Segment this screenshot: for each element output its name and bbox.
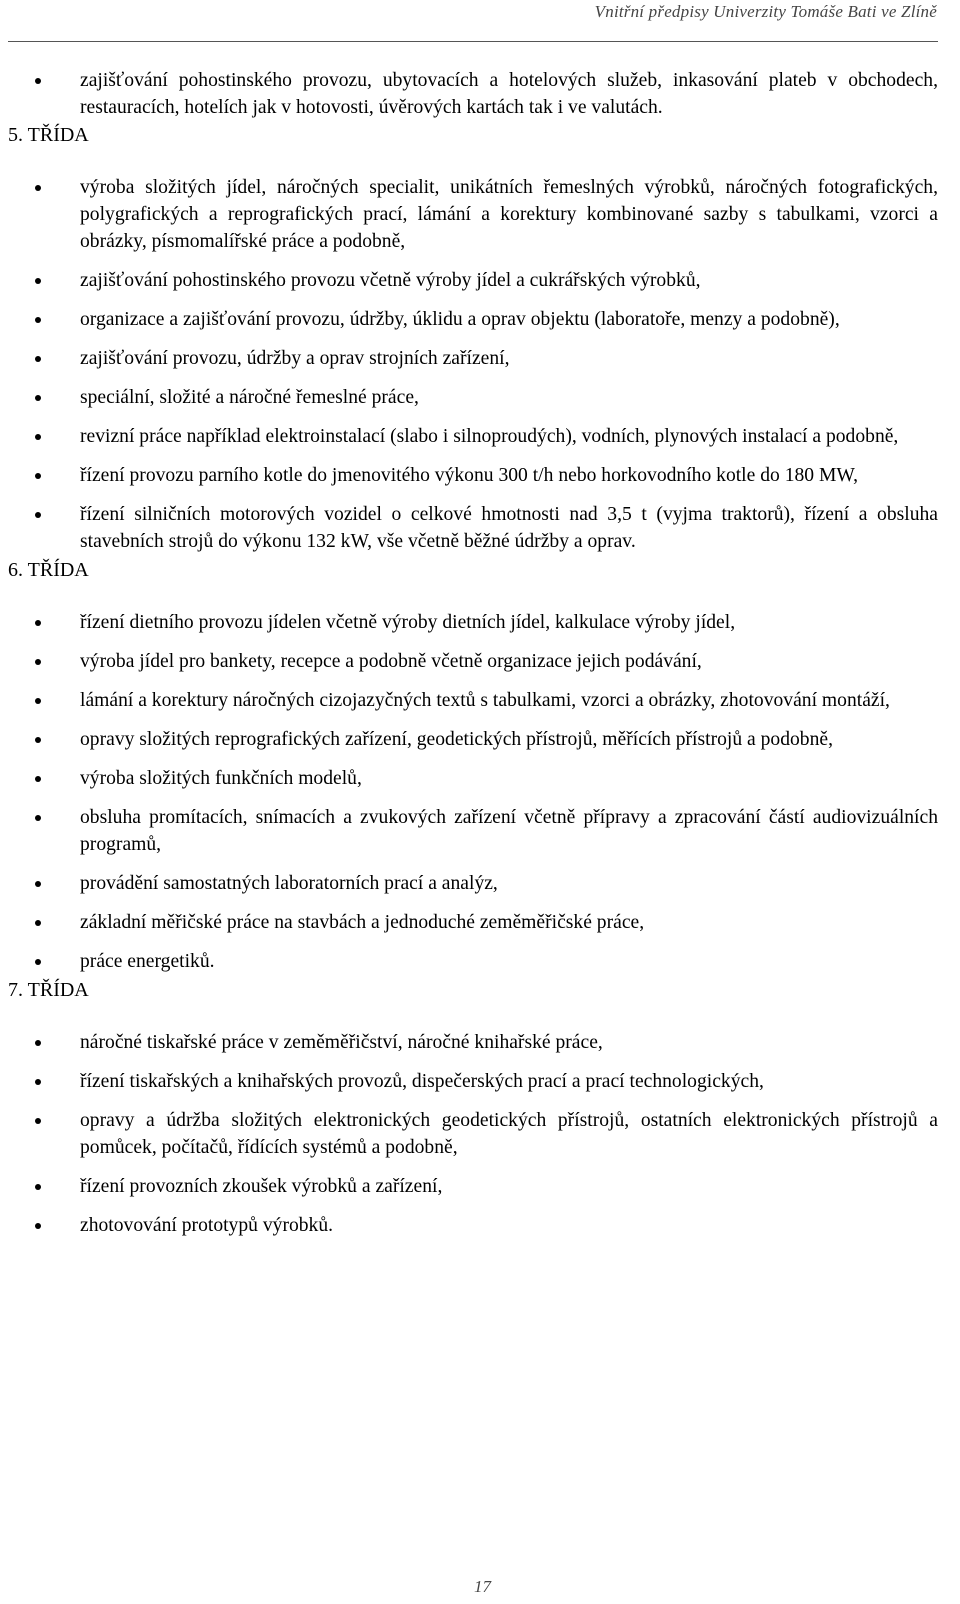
section-heading: 6. TŘÍDA: [8, 559, 89, 581]
page-number: 17: [474, 1577, 491, 1596]
bullet-icon: [35, 920, 41, 926]
bullet-icon: [35, 1223, 41, 1229]
bullet-icon: [35, 737, 41, 743]
list-item: opravy a údržba složitých elektronických geodetických přístrojů, ostatních elektronických přístrojů a pomůcek, počítačů, řídících systémů a podobně,: [8, 1107, 938, 1161]
section-heading: 7. TŘÍDA: [8, 979, 89, 1001]
list-item: řízení tiskařských a knihařských provozů, dispečerských prací a prací technologických,: [8, 1068, 938, 1095]
list-item: základní měřičské práce na stavbách a jednoduché zeměměřičské práce,: [8, 909, 938, 936]
bullet-icon: [35, 815, 41, 821]
bullet-icon: [35, 317, 41, 323]
bullet-icon: [35, 356, 41, 362]
list-item: výroba složitých jídel, náročných specialit, unikátních řemeslných výrobků, náročných fotografických, polygrafických a reprografických prací, lámání a korektury kombinované sazby s tabulkami, vzorci a obrázky, písmomalířské práce a podobně,: [8, 174, 938, 255]
bullet-icon: [35, 776, 41, 782]
section-list: [8, 609, 938, 975]
bullet-icon: [35, 434, 41, 440]
list-item: revizní práce například elektroinstalací (slabo i silnoproudých), vodních, plynových instalací a podobně,: [8, 423, 938, 450]
bullet-icon: [35, 659, 41, 665]
bullet-icon: [35, 395, 41, 401]
list-item: zajišťování provozu, údržby a oprav strojních zařízení,: [8, 345, 938, 372]
bullet-icon: [35, 512, 41, 518]
list-item: řízení silničních motorových vozidel o celkové hmotnosti nad 3,5 t (vyjma traktorů), řízení a obsluha stavebních strojů do výkonu 132 kW, vše včetně běžné údržby a oprav.: [8, 501, 938, 555]
list-item: výroba jídel pro bankety, recepce a podobně včetně organizace jejich podávání,: [8, 648, 938, 675]
bullet-icon: [35, 185, 41, 191]
document-body: [8, 67, 938, 1239]
bullet-icon: [35, 1184, 41, 1190]
list-item: speciální, složité a náročné řemeslné práce,: [8, 384, 938, 411]
header-divider: [8, 41, 938, 42]
bullet-icon: [35, 278, 41, 284]
list-item: obsluha promítacích, snímacích a zvukových zařízení včetně přípravy a zpracování částí audiovizuálních programů,: [8, 804, 938, 858]
section-class-7: [8, 976, 938, 1239]
list-item: řízení dietního provozu jídelen včetně výroby dietních jídel, kalkulace výroby jídel,: [8, 609, 938, 636]
list-item: řízení provozních zkoušek výrobků a zařízení,: [8, 1173, 938, 1200]
bullet-icon: [35, 1118, 41, 1124]
bullet-icon: [35, 473, 41, 479]
list-item: práce energetiků.: [8, 948, 938, 975]
running-header: Vnitřní předpisy Univerzity Tomáše Bati ve Zlíně: [594, 2, 937, 21]
list-item: zajišťování pohostinského provozu včetně výroby jídel a cukrářských výrobků,: [8, 267, 938, 294]
list-item: opravy složitých reprografických zařízení, geodetických přístrojů, měřících přístrojů a podobně,: [8, 726, 938, 753]
section-list: [8, 1029, 938, 1239]
list-item: náročné tiskařské práce v zeměměřičství, náročné knihařské práce,: [8, 1029, 938, 1056]
bullet-icon: [35, 1040, 41, 1046]
list-item: provádění samostatných laboratorních prací a analýz,: [8, 870, 938, 897]
bullet-icon: [35, 1079, 41, 1085]
list-item: výroba složitých funkčních modelů,: [8, 765, 938, 792]
intro-list: [8, 67, 938, 121]
list-item: zhotovování prototypů výrobků.: [8, 1212, 938, 1239]
bullet-icon: [35, 698, 41, 704]
bullet-icon: [35, 78, 41, 84]
bullet-icon: [35, 620, 41, 626]
bullet-icon: [35, 881, 41, 887]
list-item: řízení provozu parního kotle do jmenovitého výkonu 300 t/h nebo horkovodního kotle do 180 MW,: [8, 462, 938, 489]
bullet-icon: [35, 959, 41, 965]
section-class-5: [8, 121, 938, 556]
section-class-6: [8, 556, 938, 976]
list-item: lámání a korektury náročných cizojazyčných textů s tabulkami, vzorci a obrázky, zhotovování montáží,: [8, 687, 938, 714]
list-item: organizace a zajišťování provozu, údržby, úklidu a oprav objektu (laboratoře, menzy a podobně),: [8, 306, 938, 333]
section-list: [8, 174, 938, 555]
section-heading: 5. TŘÍDA: [8, 124, 89, 146]
list-item: zajišťování pohostinského provozu, ubytovacích a hotelových služeb, inkasování plateb v obchodech, restauracích, hotelích jak v hotovosti, úvěrových kartách tak i ve valutách.: [8, 67, 938, 121]
